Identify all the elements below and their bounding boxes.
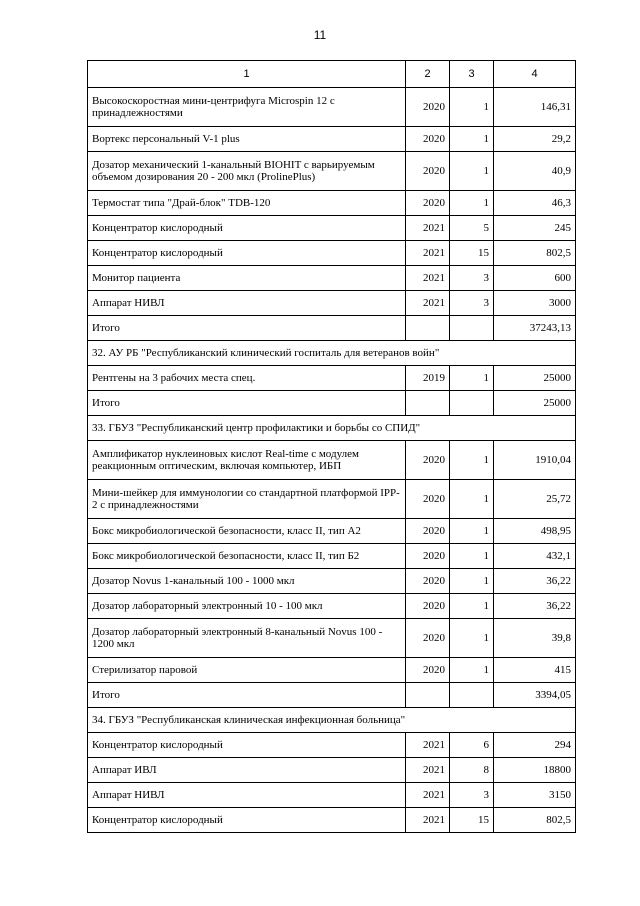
year-cell: 2020 <box>406 191 450 216</box>
amount-cell: 36,22 <box>494 569 576 594</box>
table-row <box>88 480 576 519</box>
year-cell: 2021 <box>406 266 450 291</box>
item-name-cell: Дозатор механический 1-канальный BIOHIT с варьируемым объемом дозирования 20 - 200 мкл (ProlinePlus) <box>88 152 406 191</box>
header-col-4: 4 <box>494 61 576 88</box>
quantity-cell: 6 <box>450 733 494 758</box>
item-name-cell: Термостат типа "Драй-блок" TDB-120 <box>88 191 406 216</box>
page-number: 11 <box>313 28 327 42</box>
quantity-cell: 15 <box>450 808 494 833</box>
item-name-cell: Итого <box>88 391 406 416</box>
quantity-cell: 1 <box>450 569 494 594</box>
quantity-cell: 1 <box>450 191 494 216</box>
amount-cell: 1910,04 <box>494 441 576 480</box>
year-cell: 2019 <box>406 366 450 391</box>
item-name-cell: Высокоскоростная мини-центрифуга Microspin 12 с принадлежностями <box>88 88 406 127</box>
table-body <box>88 88 576 833</box>
header-col-2: 2 <box>406 61 450 88</box>
year-cell: 2020 <box>406 619 450 658</box>
section-title: 34. ГБУЗ "Республиканская клиническая инфекционная больница" <box>88 708 576 733</box>
section-row <box>88 416 576 441</box>
table-row <box>88 127 576 152</box>
amount-cell: 18800 <box>494 758 576 783</box>
table-row <box>88 758 576 783</box>
item-name-cell: Аппарат ИВЛ <box>88 758 406 783</box>
table-row <box>88 619 576 658</box>
quantity-cell: 3 <box>450 266 494 291</box>
item-name-cell: Мини-шейкер для иммунологии со стандартной платформой IPP-2 с принадлежностями <box>88 480 406 519</box>
section-title: 33. ГБУЗ "Республиканский центр профилактики и борьбы со СПИД" <box>88 416 576 441</box>
amount-cell: 802,5 <box>494 808 576 833</box>
total-row <box>88 683 576 708</box>
amount-cell: 802,5 <box>494 241 576 266</box>
item-name-cell: Концентратор кислородный <box>88 241 406 266</box>
table-row <box>88 152 576 191</box>
table-row <box>88 594 576 619</box>
quantity-cell <box>450 391 494 416</box>
amount-cell: 245 <box>494 216 576 241</box>
table-row <box>88 658 576 683</box>
year-cell: 2020 <box>406 569 450 594</box>
year-cell: 2021 <box>406 241 450 266</box>
table-row <box>88 733 576 758</box>
item-name-cell: Бокс микробиологической безопасности, класс II, тип А2 <box>88 519 406 544</box>
table-row <box>88 569 576 594</box>
year-cell: 2020 <box>406 480 450 519</box>
quantity-cell: 1 <box>450 480 494 519</box>
quantity-cell: 1 <box>450 88 494 127</box>
quantity-cell <box>450 683 494 708</box>
item-name-cell: Дозатор лабораторный электронный 8-канальный Novus 100 - 1200 мкл <box>88 619 406 658</box>
item-name-cell: Концентратор кислородный <box>88 808 406 833</box>
table-row <box>88 783 576 808</box>
amount-cell: 29,2 <box>494 127 576 152</box>
table-row <box>88 291 576 316</box>
item-name-cell: Амплификатор нуклеиновых кислот Real-time с модулем реакционным оптическим, включая компьютер, ИБП <box>88 441 406 480</box>
amount-cell: 3150 <box>494 783 576 808</box>
quantity-cell: 1 <box>450 441 494 480</box>
year-cell: 2021 <box>406 758 450 783</box>
year-cell: 2020 <box>406 127 450 152</box>
quantity-cell: 5 <box>450 216 494 241</box>
item-name-cell: Бокс микробиологической безопасности, класс II, тип Б2 <box>88 544 406 569</box>
year-cell: 2020 <box>406 519 450 544</box>
year-cell: 2020 <box>406 88 450 127</box>
table-row <box>88 366 576 391</box>
item-name-cell: Стерилизатор паровой <box>88 658 406 683</box>
amount-cell: 415 <box>494 658 576 683</box>
amount-cell: 146,31 <box>494 88 576 127</box>
item-name-cell: Концентратор кислородный <box>88 216 406 241</box>
year-cell <box>406 316 450 341</box>
item-name-cell: Дозатор лабораторный электронный 10 - 100 мкл <box>88 594 406 619</box>
amount-cell: 36,22 <box>494 594 576 619</box>
table-row <box>88 191 576 216</box>
quantity-cell: 8 <box>450 758 494 783</box>
quantity-cell: 3 <box>450 783 494 808</box>
quantity-cell: 1 <box>450 152 494 191</box>
year-cell <box>406 683 450 708</box>
year-cell: 2021 <box>406 291 450 316</box>
quantity-cell: 1 <box>450 658 494 683</box>
quantity-cell: 3 <box>450 291 494 316</box>
year-cell: 2021 <box>406 216 450 241</box>
quantity-cell <box>450 316 494 341</box>
header-col-1: 1 <box>88 61 406 88</box>
table-row <box>88 808 576 833</box>
amount-cell: 600 <box>494 266 576 291</box>
table-row <box>88 266 576 291</box>
amount-cell: 3000 <box>494 291 576 316</box>
year-cell: 2020 <box>406 152 450 191</box>
quantity-cell: 15 <box>450 241 494 266</box>
section-title: 32. АУ РБ "Республиканский клинический госпиталь для ветеранов войн" <box>88 341 576 366</box>
section-row <box>88 708 576 733</box>
item-name-cell: Рентгены на 3 рабочих места спец. <box>88 366 406 391</box>
amount-cell: 37243,13 <box>494 316 576 341</box>
amount-cell: 3394,05 <box>494 683 576 708</box>
table-row <box>88 441 576 480</box>
amount-cell: 40,9 <box>494 152 576 191</box>
year-cell: 2020 <box>406 594 450 619</box>
quantity-cell: 1 <box>450 519 494 544</box>
table-row <box>88 241 576 266</box>
year-cell: 2021 <box>406 783 450 808</box>
table-row <box>88 216 576 241</box>
item-name-cell: Итого <box>88 316 406 341</box>
item-name-cell: Вортекс персональный V-1 plus <box>88 127 406 152</box>
amount-cell: 498,95 <box>494 519 576 544</box>
year-cell: 2020 <box>406 441 450 480</box>
table-row <box>88 88 576 127</box>
quantity-cell: 1 <box>450 127 494 152</box>
table-header-row <box>88 61 576 88</box>
item-name-cell: Монитор пациента <box>88 266 406 291</box>
section-row <box>88 341 576 366</box>
quantity-cell: 1 <box>450 619 494 658</box>
amount-cell: 432,1 <box>494 544 576 569</box>
year-cell: 2021 <box>406 808 450 833</box>
item-name-cell: Итого <box>88 683 406 708</box>
year-cell: 2021 <box>406 733 450 758</box>
total-row <box>88 316 576 341</box>
table-row <box>88 519 576 544</box>
item-name-cell: Дозатор Novus 1-канальный 100 - 1000 мкл <box>88 569 406 594</box>
item-name-cell: Концентратор кислородный <box>88 733 406 758</box>
amount-cell: 25,72 <box>494 480 576 519</box>
quantity-cell: 1 <box>450 544 494 569</box>
item-name-cell: Аппарат НИВЛ <box>88 291 406 316</box>
header-col-3: 3 <box>450 61 494 88</box>
total-row <box>88 391 576 416</box>
item-name-cell: Аппарат НИВЛ <box>88 783 406 808</box>
equipment-table <box>87 60 576 833</box>
amount-cell: 294 <box>494 733 576 758</box>
table-row <box>88 544 576 569</box>
quantity-cell: 1 <box>450 366 494 391</box>
year-cell: 2020 <box>406 658 450 683</box>
amount-cell: 39,8 <box>494 619 576 658</box>
amount-cell: 25000 <box>494 366 576 391</box>
year-cell <box>406 391 450 416</box>
quantity-cell: 1 <box>450 594 494 619</box>
year-cell: 2020 <box>406 544 450 569</box>
amount-cell: 46,3 <box>494 191 576 216</box>
amount-cell: 25000 <box>494 391 576 416</box>
